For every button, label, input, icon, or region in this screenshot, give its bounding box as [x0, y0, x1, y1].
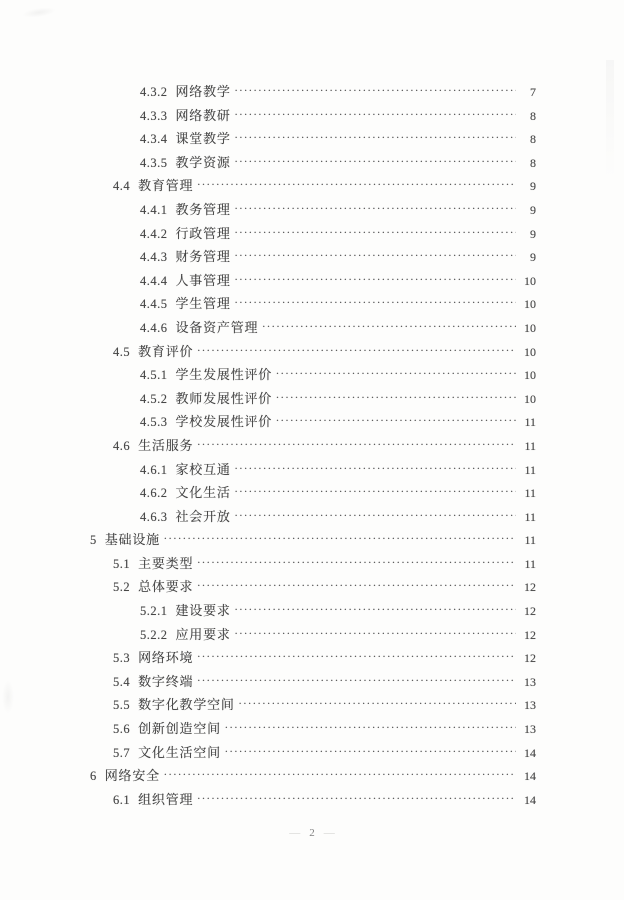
toc-entry [0, 528, 624, 552]
toc-leader-dots [235, 623, 516, 647]
toc-entry-title: 文化生活 [175, 485, 231, 501]
toc-entry-page: 11 [524, 415, 536, 430]
toc-entry [0, 646, 624, 670]
toc-entry-title: 教务管理 [175, 201, 231, 217]
toc-entry-number: 5.7 [113, 745, 131, 760]
toc-entry [0, 505, 624, 529]
toc-entry [0, 410, 624, 434]
toc-entry-number: 5.2.2 [140, 627, 168, 642]
toc-leader-dots [197, 340, 516, 364]
toc-entry-number: 5.4 [113, 674, 131, 689]
toc-entry-title: 财务管理 [175, 249, 231, 265]
toc-leader-dots [235, 458, 516, 482]
toc-entry [0, 198, 624, 222]
toc-entry-number: 4.6.1 [140, 462, 168, 477]
toc-entry-page: 10 [524, 320, 536, 335]
toc-entry-title: 网络安全 [104, 768, 160, 784]
toc-entry-number: 5.5 [113, 698, 131, 713]
toc-entry-number: 4.3.2 [140, 85, 168, 99]
toc-entry-number: 5.1 [113, 556, 131, 571]
toc-entry-number: 6 [90, 769, 97, 784]
toc-entry-number: 4.3.3 [140, 108, 168, 123]
toc-entry-number: 5.6 [113, 722, 131, 737]
toc-entry-page: 10 [524, 297, 536, 312]
toc-entry-page: 13 [524, 698, 536, 713]
toc-entry-page: 9 [530, 226, 536, 241]
toc-entry [0, 222, 624, 246]
footer-dash-left: — [289, 827, 301, 839]
toc-entry-page: 8 [530, 132, 536, 147]
toc-entry-title: 社会开放 [175, 508, 231, 524]
toc-entry-page: 13 [524, 674, 536, 689]
toc-entry-page: 14 [524, 792, 536, 807]
toc-entry-number: 4.3.4 [140, 132, 168, 147]
toc-entry-title: 基础设施 [104, 532, 160, 548]
toc-entry-page: 10 [524, 273, 536, 288]
toc-entry [0, 245, 624, 269]
toc-entry [0, 599, 624, 623]
toc-leader-dots [235, 151, 516, 175]
toc-entry-number: 5.2 [113, 580, 131, 595]
toc-leader-dots [235, 269, 516, 293]
toc-entry-page: 10 [524, 391, 536, 406]
toc-entry-title: 数字终端 [138, 673, 194, 689]
toc-entry-title: 生活服务 [138, 437, 194, 453]
toc-entry [0, 458, 624, 482]
toc-leader-dots [276, 387, 516, 411]
toc-entry [0, 387, 624, 411]
toc-entry-number: 5.3 [113, 651, 131, 666]
toc-leader-dots [197, 646, 516, 670]
toc-entry [0, 80, 624, 104]
toc-entry-number: 4.4.4 [140, 273, 168, 288]
toc-leader-dots [276, 410, 516, 434]
toc-leader-dots [235, 222, 516, 246]
toc-entry-page: 13 [524, 722, 536, 737]
toc-entry-number: 4.6.3 [140, 509, 168, 524]
table-of-contents [0, 80, 624, 811]
toc-entry-page: 8 [530, 108, 536, 123]
toc-entry-page: 9 [530, 250, 536, 265]
toc-entry-title: 主要类型 [138, 555, 194, 571]
toc-leader-dots [239, 693, 516, 717]
toc-entry-title: 学校发展性评价 [175, 414, 273, 430]
toc-entry-page: 14 [524, 769, 536, 784]
toc-entry [0, 174, 624, 198]
scan-artifact [22, 6, 57, 20]
toc-entry-page: 8 [530, 155, 536, 170]
page-number: 2 [309, 827, 315, 839]
toc-leader-dots [197, 174, 516, 198]
toc-entry-page: 9 [530, 202, 536, 217]
toc-entry-title: 行政管理 [175, 225, 231, 241]
toc-entry-number: 4.5 [113, 344, 131, 359]
footer-dash-right: — [323, 827, 335, 839]
toc-entry-title: 人事管理 [175, 272, 231, 288]
toc-entry-title: 设备资产管理 [175, 319, 259, 335]
toc-entry [0, 670, 624, 694]
toc-entry-page: 11 [524, 438, 536, 453]
page-footer [0, 827, 624, 839]
toc-entry-title: 网络教学 [175, 84, 231, 99]
toc-entry-number: 4.6 [113, 438, 131, 453]
toc-entry-title: 总体要求 [138, 579, 194, 595]
toc-entry [0, 741, 624, 765]
toc-leader-dots [235, 80, 516, 104]
toc-leader-dots [235, 198, 516, 222]
toc-leader-dots [197, 670, 516, 694]
toc-entry-page: 11 [524, 533, 536, 548]
toc-entry-page: 12 [524, 604, 536, 619]
toc-entry [0, 693, 624, 717]
toc-entry [0, 788, 624, 812]
toc-leader-dots [164, 528, 516, 552]
toc-entry-title: 网络环境 [138, 650, 194, 666]
toc-entry-number: 5 [90, 533, 97, 548]
toc-entry [0, 434, 624, 458]
toc-entry-title: 创新创造空间 [138, 721, 221, 737]
toc-entry [0, 104, 624, 128]
toc-entry [0, 151, 624, 175]
toc-leader-dots [164, 764, 516, 788]
toc-leader-dots [197, 434, 516, 458]
toc-leader-dots [276, 363, 516, 387]
toc-leader-dots [235, 245, 516, 269]
toc-entry-page: 14 [524, 745, 536, 760]
toc-entry-title: 课堂教学 [175, 131, 231, 147]
toc-entry-title: 教学资源 [175, 154, 231, 170]
toc-leader-dots [235, 481, 516, 505]
toc-entry [0, 717, 624, 741]
toc-entry-title: 教师发展性评价 [175, 390, 273, 406]
toc-entry-title: 教育管理 [138, 178, 194, 194]
toc-entry [0, 575, 624, 599]
toc-entry-title: 组织管理 [138, 791, 194, 807]
toc-entry-number: 5.2.1 [140, 604, 168, 619]
toc-entry-number: 4.5.3 [140, 415, 168, 430]
toc-entry-title: 数字化教学空间 [138, 697, 235, 713]
toc-entry-title: 应用要求 [175, 626, 231, 642]
toc-leader-dots [235, 292, 516, 316]
toc-entry-title: 学生发展性评价 [175, 367, 273, 383]
toc-leader-dots [197, 788, 516, 812]
toc-entry-page: 12 [524, 627, 536, 642]
toc-entry-title: 文化生活空间 [138, 744, 221, 760]
toc-entry [0, 623, 624, 647]
toc-entry-page: 9 [530, 179, 536, 194]
toc-leader-dots [225, 717, 516, 741]
toc-entry [0, 316, 624, 340]
toc-entry [0, 552, 624, 576]
toc-entry-number: 4.6.2 [140, 486, 168, 501]
toc-leader-dots [262, 316, 516, 340]
toc-entry-number: 6.1 [113, 792, 131, 807]
toc-leader-dots [235, 505, 516, 529]
toc-leader-dots [235, 599, 516, 623]
toc-entry-page: 11 [524, 486, 536, 501]
toc-entry [0, 340, 624, 364]
toc-entry-number: 4.4.6 [140, 320, 168, 335]
toc-entry [0, 363, 624, 387]
toc-entry-page: 11 [524, 556, 536, 571]
toc-entry-page: 11 [524, 509, 536, 524]
toc-leader-dots [235, 127, 516, 151]
toc-entry-number: 4.5.2 [140, 391, 168, 406]
toc-entry-page: 11 [524, 462, 536, 477]
toc-entry-number: 4.3.5 [140, 155, 168, 170]
toc-entry-number: 4.4.1 [140, 202, 168, 217]
toc-entry-page: 10 [524, 344, 536, 359]
toc-entry-title: 教育评价 [138, 343, 194, 359]
toc-entry [0, 127, 624, 151]
toc-entry-page: 12 [524, 651, 536, 666]
toc-entry [0, 292, 624, 316]
toc-leader-dots [225, 741, 516, 765]
toc-leader-dots [235, 104, 516, 128]
toc-entry [0, 481, 624, 505]
toc-entry-number: 4.5.1 [140, 368, 168, 383]
toc-entry-page: 10 [524, 368, 536, 383]
toc-entry-number: 4.4.3 [140, 250, 168, 265]
toc-entry-number: 4.4.5 [140, 297, 168, 312]
toc-entry-number: 4.4.2 [140, 226, 168, 241]
toc-entry [0, 764, 624, 788]
toc-entry-title: 建设要求 [175, 603, 231, 619]
toc-entry-number: 4.4 [113, 179, 131, 194]
toc-leader-dots [197, 575, 516, 599]
toc-entry-title: 网络教研 [175, 107, 231, 123]
toc-leader-dots [197, 552, 516, 576]
toc-entry-page: 12 [524, 580, 536, 595]
toc-entry [0, 269, 624, 293]
toc-entry-page: 7 [530, 85, 536, 99]
toc-entry-title: 家校互通 [175, 461, 231, 477]
toc-entry-title: 学生管理 [175, 296, 231, 312]
